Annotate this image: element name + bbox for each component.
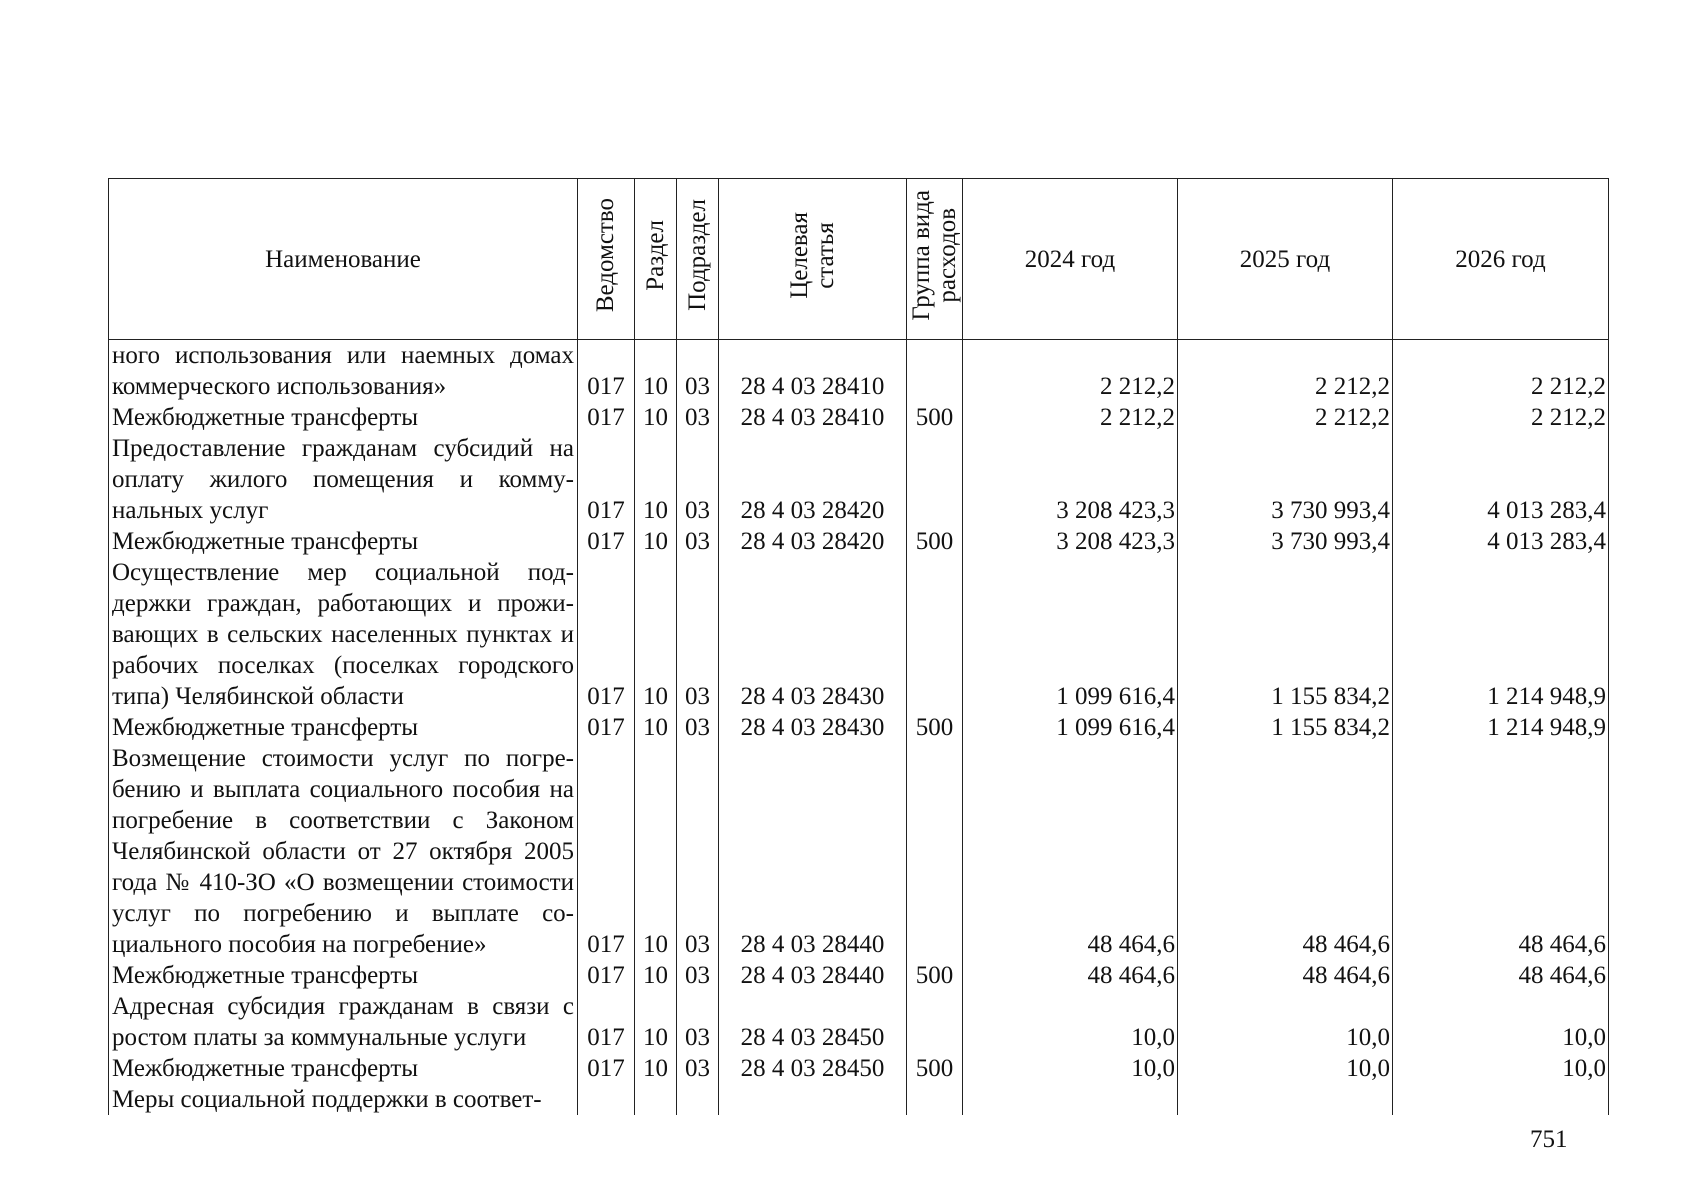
cell-expense-group bbox=[907, 433, 963, 526]
cell-2026: 10,0 bbox=[1393, 1053, 1609, 1084]
cell-2025: 2 212,2 bbox=[1178, 402, 1393, 433]
cell-subsection: 03 bbox=[677, 402, 719, 433]
cell-subsection: 03 bbox=[677, 960, 719, 991]
cell-expense-group bbox=[907, 340, 963, 403]
table-row bbox=[109, 402, 1609, 433]
cell-expense-group: 500 bbox=[907, 712, 963, 743]
cell-section: 10 bbox=[635, 743, 677, 960]
table-row bbox=[109, 1084, 1609, 1115]
cell-subsection: 03 bbox=[677, 743, 719, 960]
cell-expense-group bbox=[907, 557, 963, 712]
cell-name: ного использования или наемных домах коммерческого использования» bbox=[109, 340, 578, 403]
cell-name: Предоставление гражданам субсидий на оплату жилого помещения и коммунальных услуг bbox=[109, 433, 578, 526]
cell-department bbox=[578, 1084, 635, 1115]
cell-2024: 10,0 bbox=[963, 991, 1178, 1053]
page-number: 751 bbox=[1530, 1126, 1568, 1153]
cell-2024: 48 464,6 bbox=[963, 743, 1178, 960]
cell-subsection: 03 bbox=[677, 557, 719, 712]
cell-name: Межбюджетные трансферты bbox=[109, 402, 578, 433]
cell-department: 017 bbox=[578, 433, 635, 526]
cell-subsection: 03 bbox=[677, 526, 719, 557]
table-row bbox=[109, 1053, 1609, 1084]
cell-name: Межбюджетные трансферты bbox=[109, 960, 578, 991]
cell-2026: 2 212,2 bbox=[1393, 402, 1609, 433]
cell-2025: 48 464,6 bbox=[1178, 960, 1393, 991]
table-row bbox=[109, 960, 1609, 991]
header-expense-group: Группа вида расходов bbox=[907, 179, 963, 340]
cell-expense-group bbox=[907, 991, 963, 1053]
table-row bbox=[109, 526, 1609, 557]
cell-target-article: 28 4 03 28420 bbox=[719, 433, 907, 526]
header-name: Наименование bbox=[109, 179, 578, 340]
cell-subsection: 03 bbox=[677, 1053, 719, 1084]
cell-target-article: 28 4 03 28430 bbox=[719, 557, 907, 712]
cell-department: 017 bbox=[578, 1053, 635, 1084]
budget-table-wrapper bbox=[108, 178, 1608, 1115]
cell-2025: 10,0 bbox=[1178, 1053, 1393, 1084]
cell-department: 017 bbox=[578, 402, 635, 433]
cell-section bbox=[635, 1084, 677, 1115]
cell-2026: 1 214 948,9 bbox=[1393, 557, 1609, 712]
cell-name: Межбюджетные трансферты bbox=[109, 1053, 578, 1084]
cell-name: Осуществление мер социальной поддержки граждан, работающих и проживающих в сельских населенных пунктах и рабочих поселках (поселках городского типа) Челябинской области bbox=[109, 557, 578, 712]
cell-name: Межбюджетные трансферты bbox=[109, 712, 578, 743]
cell-department: 017 bbox=[578, 340, 635, 403]
cell-expense-group: 500 bbox=[907, 960, 963, 991]
cell-2024: 2 212,2 bbox=[963, 402, 1178, 433]
cell-section: 10 bbox=[635, 991, 677, 1053]
cell-section: 10 bbox=[635, 526, 677, 557]
cell-2024: 10,0 bbox=[963, 1053, 1178, 1084]
header-target-article: Целевая статья bbox=[719, 179, 907, 340]
header-subsection: Подраздел bbox=[677, 179, 719, 340]
cell-department: 017 bbox=[578, 743, 635, 960]
cell-subsection: 03 bbox=[677, 433, 719, 526]
cell-name: Меры социальной поддержки в соответ- bbox=[109, 1084, 578, 1115]
table-header-row bbox=[109, 179, 1609, 340]
cell-2026 bbox=[1393, 1084, 1609, 1115]
cell-2026: 2 212,2 bbox=[1393, 340, 1609, 403]
cell-2026: 4 013 283,4 bbox=[1393, 526, 1609, 557]
cell-target-article: 28 4 03 28440 bbox=[719, 960, 907, 991]
cell-department: 017 bbox=[578, 991, 635, 1053]
cell-2024: 48 464,6 bbox=[963, 960, 1178, 991]
cell-section: 10 bbox=[635, 1053, 677, 1084]
table-row bbox=[109, 557, 1609, 712]
cell-expense-group bbox=[907, 743, 963, 960]
cell-target-article: 28 4 03 28410 bbox=[719, 402, 907, 433]
cell-department: 017 bbox=[578, 526, 635, 557]
table-row bbox=[109, 991, 1609, 1053]
cell-section: 10 bbox=[635, 557, 677, 712]
cell-target-article: 28 4 03 28430 bbox=[719, 712, 907, 743]
cell-target-article: 28 4 03 28410 bbox=[719, 340, 907, 403]
cell-2024: 1 099 616,4 bbox=[963, 557, 1178, 712]
cell-2025: 1 155 834,2 bbox=[1178, 712, 1393, 743]
cell-name: Межбюджетные трансферты bbox=[109, 526, 578, 557]
cell-name: Адресная субсидия гражданам в связи с ростом платы за коммунальные услуги bbox=[109, 991, 578, 1053]
cell-subsection: 03 bbox=[677, 340, 719, 403]
cell-2025: 3 730 993,4 bbox=[1178, 433, 1393, 526]
cell-2025: 3 730 993,4 bbox=[1178, 526, 1393, 557]
cell-subsection bbox=[677, 1084, 719, 1115]
cell-target-article: 28 4 03 28450 bbox=[719, 991, 907, 1053]
cell-2025: 2 212,2 bbox=[1178, 340, 1393, 403]
cell-subsection: 03 bbox=[677, 712, 719, 743]
cell-2026: 48 464,6 bbox=[1393, 743, 1609, 960]
cell-2024: 3 208 423,3 bbox=[963, 433, 1178, 526]
cell-section: 10 bbox=[635, 402, 677, 433]
cell-target-article bbox=[719, 1084, 907, 1115]
cell-2026: 1 214 948,9 bbox=[1393, 712, 1609, 743]
cell-expense-group: 500 bbox=[907, 402, 963, 433]
header-year-2026: 2026 год bbox=[1393, 179, 1609, 340]
table-body bbox=[109, 340, 1609, 1116]
cell-section: 10 bbox=[635, 340, 677, 403]
table-row bbox=[109, 433, 1609, 526]
cell-2026: 10,0 bbox=[1393, 991, 1609, 1053]
header-department: Ведомство bbox=[578, 179, 635, 340]
cell-section: 10 bbox=[635, 433, 677, 526]
cell-2025: 48 464,6 bbox=[1178, 743, 1393, 960]
cell-2025: 10,0 bbox=[1178, 991, 1393, 1053]
cell-2025: 1 155 834,2 bbox=[1178, 557, 1393, 712]
cell-2024: 1 099 616,4 bbox=[963, 712, 1178, 743]
cell-expense-group bbox=[907, 1084, 963, 1115]
cell-2024: 3 208 423,3 bbox=[963, 526, 1178, 557]
cell-section: 10 bbox=[635, 712, 677, 743]
cell-target-article: 28 4 03 28450 bbox=[719, 1053, 907, 1084]
cell-2026: 48 464,6 bbox=[1393, 960, 1609, 991]
table-row bbox=[109, 712, 1609, 743]
cell-name: Возмещение стоимости услуг по погребению и выплата социального пособия на погребение в соответствии с Законом Челябинской области от 27 октября 2005 года № 410-ЗО «О возмещении стоимости услуг по погребению и выплате социального пособия на погребение» bbox=[109, 743, 578, 960]
cell-expense-group: 500 bbox=[907, 526, 963, 557]
table-row bbox=[109, 340, 1609, 403]
cell-section: 10 bbox=[635, 960, 677, 991]
header-section: Раздел bbox=[635, 179, 677, 340]
cell-department: 017 bbox=[578, 960, 635, 991]
cell-subsection: 03 bbox=[677, 991, 719, 1053]
cell-2024: 2 212,2 bbox=[963, 340, 1178, 403]
cell-2025 bbox=[1178, 1084, 1393, 1115]
table-row bbox=[109, 743, 1609, 960]
cell-2026: 4 013 283,4 bbox=[1393, 433, 1609, 526]
cell-target-article: 28 4 03 28420 bbox=[719, 526, 907, 557]
header-year-2024: 2024 год bbox=[963, 179, 1178, 340]
cell-department: 017 bbox=[578, 557, 635, 712]
cell-expense-group: 500 bbox=[907, 1053, 963, 1084]
header-year-2025: 2025 год bbox=[1178, 179, 1393, 340]
budget-table bbox=[108, 178, 1609, 1115]
cell-2024 bbox=[963, 1084, 1178, 1115]
cell-target-article: 28 4 03 28440 bbox=[719, 743, 907, 960]
cell-department: 017 bbox=[578, 712, 635, 743]
